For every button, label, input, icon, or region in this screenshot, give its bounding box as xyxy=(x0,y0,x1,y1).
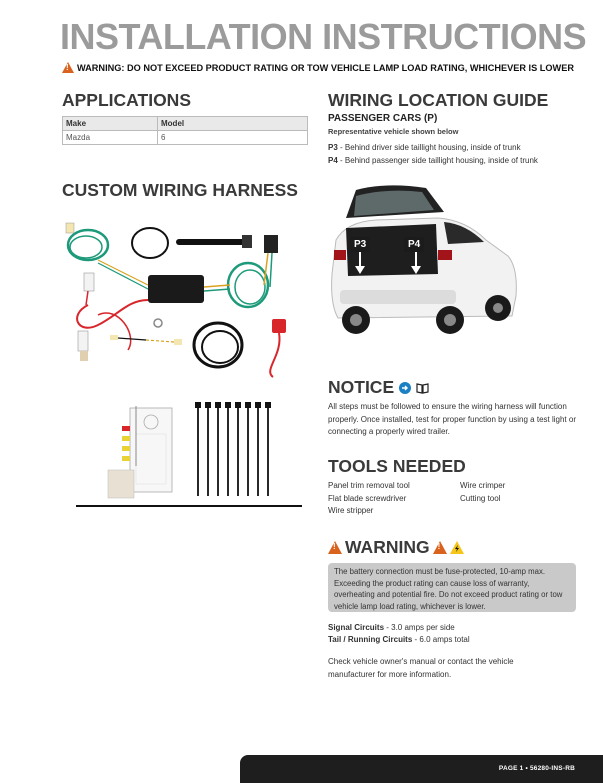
manual-note: Check vehicle owner's manual or contact the vehicle manufacturer for more information. xyxy=(328,657,514,679)
warning-heading: WARNING xyxy=(345,537,430,557)
wiring-subheading: PASSENGER CARS (P) xyxy=(328,113,438,124)
cable-tie-strap xyxy=(176,239,246,245)
applications-heading: APPLICATIONS xyxy=(62,90,191,110)
location-code: P3 xyxy=(328,143,338,152)
hardware-illustration xyxy=(74,396,306,516)
ring-terminal xyxy=(154,319,162,327)
top-warning-text: WARNING: DO NOT EXCEED PRODUCT RATING OR TOW VEHICLE LAMP LOAD RATING, WHICHEVER IS LOWER xyxy=(77,62,574,73)
signal-label: Signal Circuits xyxy=(328,623,385,632)
notice-heading: NOTICE xyxy=(328,377,395,397)
signal-value: - 3.0 amps per side xyxy=(384,623,455,632)
signal-circuits xyxy=(328,622,455,635)
tool-item: Panel trim removal tool xyxy=(328,481,410,490)
adhesive-pad xyxy=(108,470,134,498)
cell-make: Mazda xyxy=(63,131,158,145)
passenger-taillight xyxy=(438,250,452,260)
electric-hazard-icon xyxy=(450,541,464,554)
column-header-make: Make xyxy=(63,117,158,131)
warning-triangle-icon xyxy=(62,62,74,73)
page-title: INSTALLATION INSTRUCTIONS xyxy=(60,16,587,57)
tail-circuits xyxy=(328,634,470,647)
harness-heading: CUSTOM WIRING HARNESS xyxy=(62,180,298,200)
book-icon xyxy=(416,382,429,394)
tools-col-1 xyxy=(328,480,410,518)
warning-triangle-icon xyxy=(433,541,447,554)
p4-label: P4 xyxy=(404,237,424,252)
wiring-heading: WIRING LOCATION GUIDE xyxy=(328,90,549,110)
tool-item: Wire crimper xyxy=(460,481,506,490)
location-p3 xyxy=(328,141,521,154)
warning-title xyxy=(328,537,464,558)
notice-title xyxy=(328,377,429,398)
harness-illustration xyxy=(58,205,304,383)
tail-label: Tail / Running Circuits xyxy=(328,635,413,644)
fuse-holder xyxy=(272,319,286,333)
footer-bar xyxy=(240,755,603,783)
cell-model: 6 xyxy=(158,131,308,145)
arrow-circle-icon xyxy=(399,382,411,394)
wiring-note: Representative vehicle shown below xyxy=(328,127,459,136)
notice-text: All steps must be followed to ensure the wiring harness will function properly. Once installed, test for proper function by using a test light or connecting a properly wired trailer. xyxy=(328,402,576,436)
black-wire-coil xyxy=(132,228,168,258)
location-p4 xyxy=(328,154,538,167)
tools-heading: TOOLS NEEDED xyxy=(328,456,466,476)
converter-module xyxy=(148,275,204,303)
connector-plug xyxy=(264,235,278,253)
tool-item: Cutting tool xyxy=(460,493,501,503)
tail-value: - 6.0 amps total xyxy=(412,635,470,644)
location-text: - Behind driver side taillight housing, inside of trunk xyxy=(337,143,521,152)
top-warning xyxy=(62,62,574,73)
tool-item: Flat blade screwdriver xyxy=(328,493,407,503)
tools-col-2 xyxy=(460,480,505,505)
table-row xyxy=(63,131,308,145)
warning-box: The battery connection must be fuse-protected, 10-amp max. Exceeding the product rating can cause loss of warranty, overheating and potential fire. Do not exceed product rating or tow vehicle lamp load rating, whichever is lower. xyxy=(328,563,576,612)
car-illustration xyxy=(326,178,522,346)
applications-table xyxy=(62,116,308,145)
driver-taillight xyxy=(334,250,346,260)
warning-triangle-icon xyxy=(328,541,342,554)
table-header-row xyxy=(63,117,308,131)
p3-label: P3 xyxy=(350,237,370,252)
zip-ties xyxy=(195,402,271,496)
tool-item: Wire stripper xyxy=(328,506,374,515)
column-header-model: Model xyxy=(158,117,308,131)
footer-text: PAGE 1 • 56280-INS-RB xyxy=(498,765,575,772)
location-text: - Behind passenger side taillight housing, inside of trunk xyxy=(337,156,538,165)
location-code: P4 xyxy=(328,156,338,165)
